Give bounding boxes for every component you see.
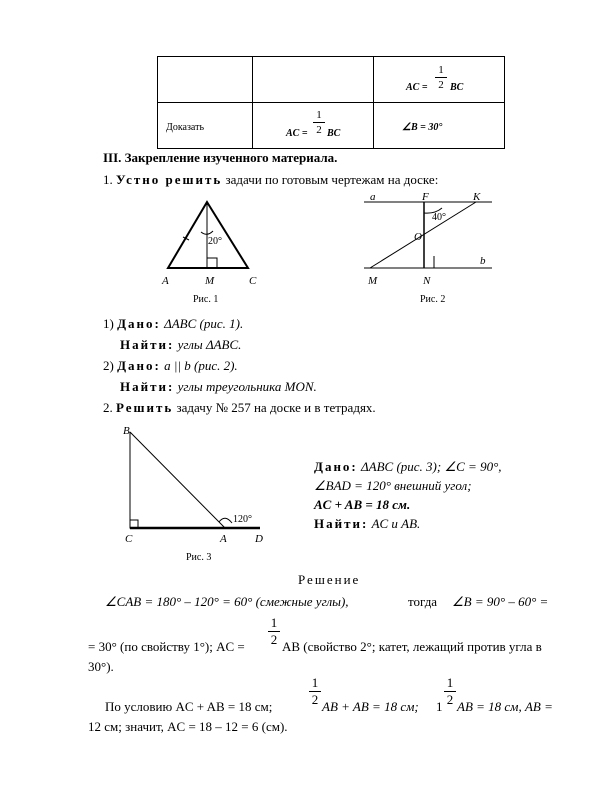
task1-line	[103, 172, 438, 188]
task1-rest: задачи по готовым чертежам на доске:	[222, 172, 439, 187]
fig2-caption: Рис. 2	[420, 294, 446, 305]
fig1-angle-label: 20°	[208, 236, 222, 247]
fraction-den: 2	[311, 692, 319, 707]
fig1-label-m: M	[205, 275, 215, 287]
solution-line2b: AB (свойство 2°; катет, лежащий против угла в	[282, 639, 542, 654]
fig2-label-n: N	[423, 275, 431, 287]
fig2-label-b: b	[480, 255, 486, 267]
given-label: Дано:	[117, 316, 161, 331]
fraction-den: 2	[438, 79, 444, 91]
table-cell	[374, 57, 505, 103]
fig1-label-a: A	[162, 275, 169, 287]
solution-line1c: ∠B = 90° – 60° =	[452, 594, 549, 609]
fraction	[313, 109, 325, 136]
given3-line2: ∠BAD = 120° внешний угол;	[314, 478, 472, 493]
fraction	[435, 64, 447, 91]
task2-bold: Решить	[116, 400, 174, 415]
given-label: Дано:	[117, 358, 161, 373]
fig2-label-f: F	[422, 191, 429, 203]
solution-line3: 30°).	[88, 659, 114, 674]
find-label: Найти:	[120, 337, 175, 352]
task2-rest: задачу № 257 на доске и в тетрадях.	[173, 400, 376, 415]
find-label: Найти:	[314, 516, 369, 531]
fraction-den: 2	[270, 632, 278, 647]
fig2-label-o: O	[414, 231, 422, 243]
table-cell	[253, 57, 374, 103]
fig3-label-d: D	[255, 533, 263, 545]
cell-lhs: AC =	[406, 82, 428, 93]
problem-num: 1)	[103, 316, 114, 331]
solution-line1b: тогда	[408, 594, 438, 609]
given3-line3: AC + AB = 18 см.	[314, 497, 411, 512]
task2-line	[103, 400, 376, 416]
fig2-label-m: M	[368, 275, 378, 287]
fraction	[444, 676, 456, 707]
fig3-caption: Рис. 3	[186, 552, 212, 563]
given3-line4	[314, 516, 420, 532]
fig3-label-b: B	[123, 425, 130, 437]
problem-num: 2)	[103, 358, 114, 373]
fraction	[268, 616, 280, 647]
find-text: углы ΔABC.	[177, 337, 242, 352]
given-text: ΔABC (рис. 3);	[361, 459, 442, 474]
problem2-find	[120, 379, 317, 395]
fraction	[309, 676, 321, 707]
row-label: Доказать	[166, 121, 205, 133]
fig2-angle-label: 40°	[432, 212, 446, 223]
given3-line1	[314, 459, 502, 475]
fraction-num: 1	[270, 615, 278, 630]
fig2-label-k: K	[473, 191, 481, 203]
fraction-den: 2	[446, 692, 454, 707]
table-cell	[158, 103, 253, 149]
cell-lhs: AC =	[286, 128, 308, 139]
solution-line4c: 1	[436, 699, 443, 714]
find-text: углы треугольника MON.	[177, 379, 317, 394]
problem2-given	[103, 358, 238, 374]
fraction-den: 2	[316, 124, 322, 136]
fig2-label-a: a	[370, 191, 376, 203]
fig3-label-a: A	[220, 533, 227, 545]
figure-2	[360, 190, 500, 290]
fraction-num: 1	[316, 109, 322, 121]
cell-rhs: BC	[327, 128, 341, 139]
fraction-num: 1	[446, 675, 454, 690]
figure-3	[115, 420, 275, 550]
given-text: ΔABC (рис. 1).	[164, 316, 244, 331]
task2-num: 2.	[103, 400, 113, 415]
solution-line1a: ∠CAB = 180° – 120° = 60° (смежные углы),	[105, 594, 349, 609]
solution-line5: 12 см; значит, AC = 18 – 12 = 6 (см).	[88, 719, 288, 734]
solution-line4d: AB = 18 см, AB =	[457, 699, 553, 714]
find-text: AC и AB.	[371, 516, 421, 531]
fig3-label-c: C	[125, 533, 133, 545]
given-text: a || b (рис. 2).	[164, 358, 238, 373]
cell-rhs: BC	[450, 82, 464, 93]
task1-num: 1.	[103, 172, 113, 187]
task1-bold: Устно решить	[116, 172, 223, 187]
given-text: ∠C = 90°,	[444, 459, 502, 474]
given-label: Дано:	[314, 459, 358, 474]
solution-line4b: AB + AB = 18 см;	[322, 699, 419, 714]
solution-line4a: По условию AC + AB = 18 см;	[105, 699, 273, 714]
table-cell	[374, 103, 505, 149]
fraction-num: 1	[311, 675, 319, 690]
fig1-label-c: C	[249, 275, 257, 287]
section-title: III. Закрепление изученного материала.	[103, 150, 338, 165]
fig1-caption: Рис. 1	[193, 294, 219, 305]
conditions-table	[157, 56, 505, 149]
fraction-num: 1	[438, 64, 444, 76]
table-cell	[158, 57, 253, 103]
figure-1	[150, 192, 280, 292]
angle-b: ∠B = 30°	[402, 121, 443, 133]
solution-line2a: = 30° (по свойству 1°); AC =	[88, 639, 245, 654]
problem1-given	[103, 316, 243, 332]
problem1-find	[120, 337, 241, 353]
find-label: Найти:	[120, 379, 175, 394]
table-cell	[253, 103, 374, 149]
fig3-angle-label: 120°	[233, 514, 252, 525]
solution-heading: Решение	[298, 572, 361, 587]
